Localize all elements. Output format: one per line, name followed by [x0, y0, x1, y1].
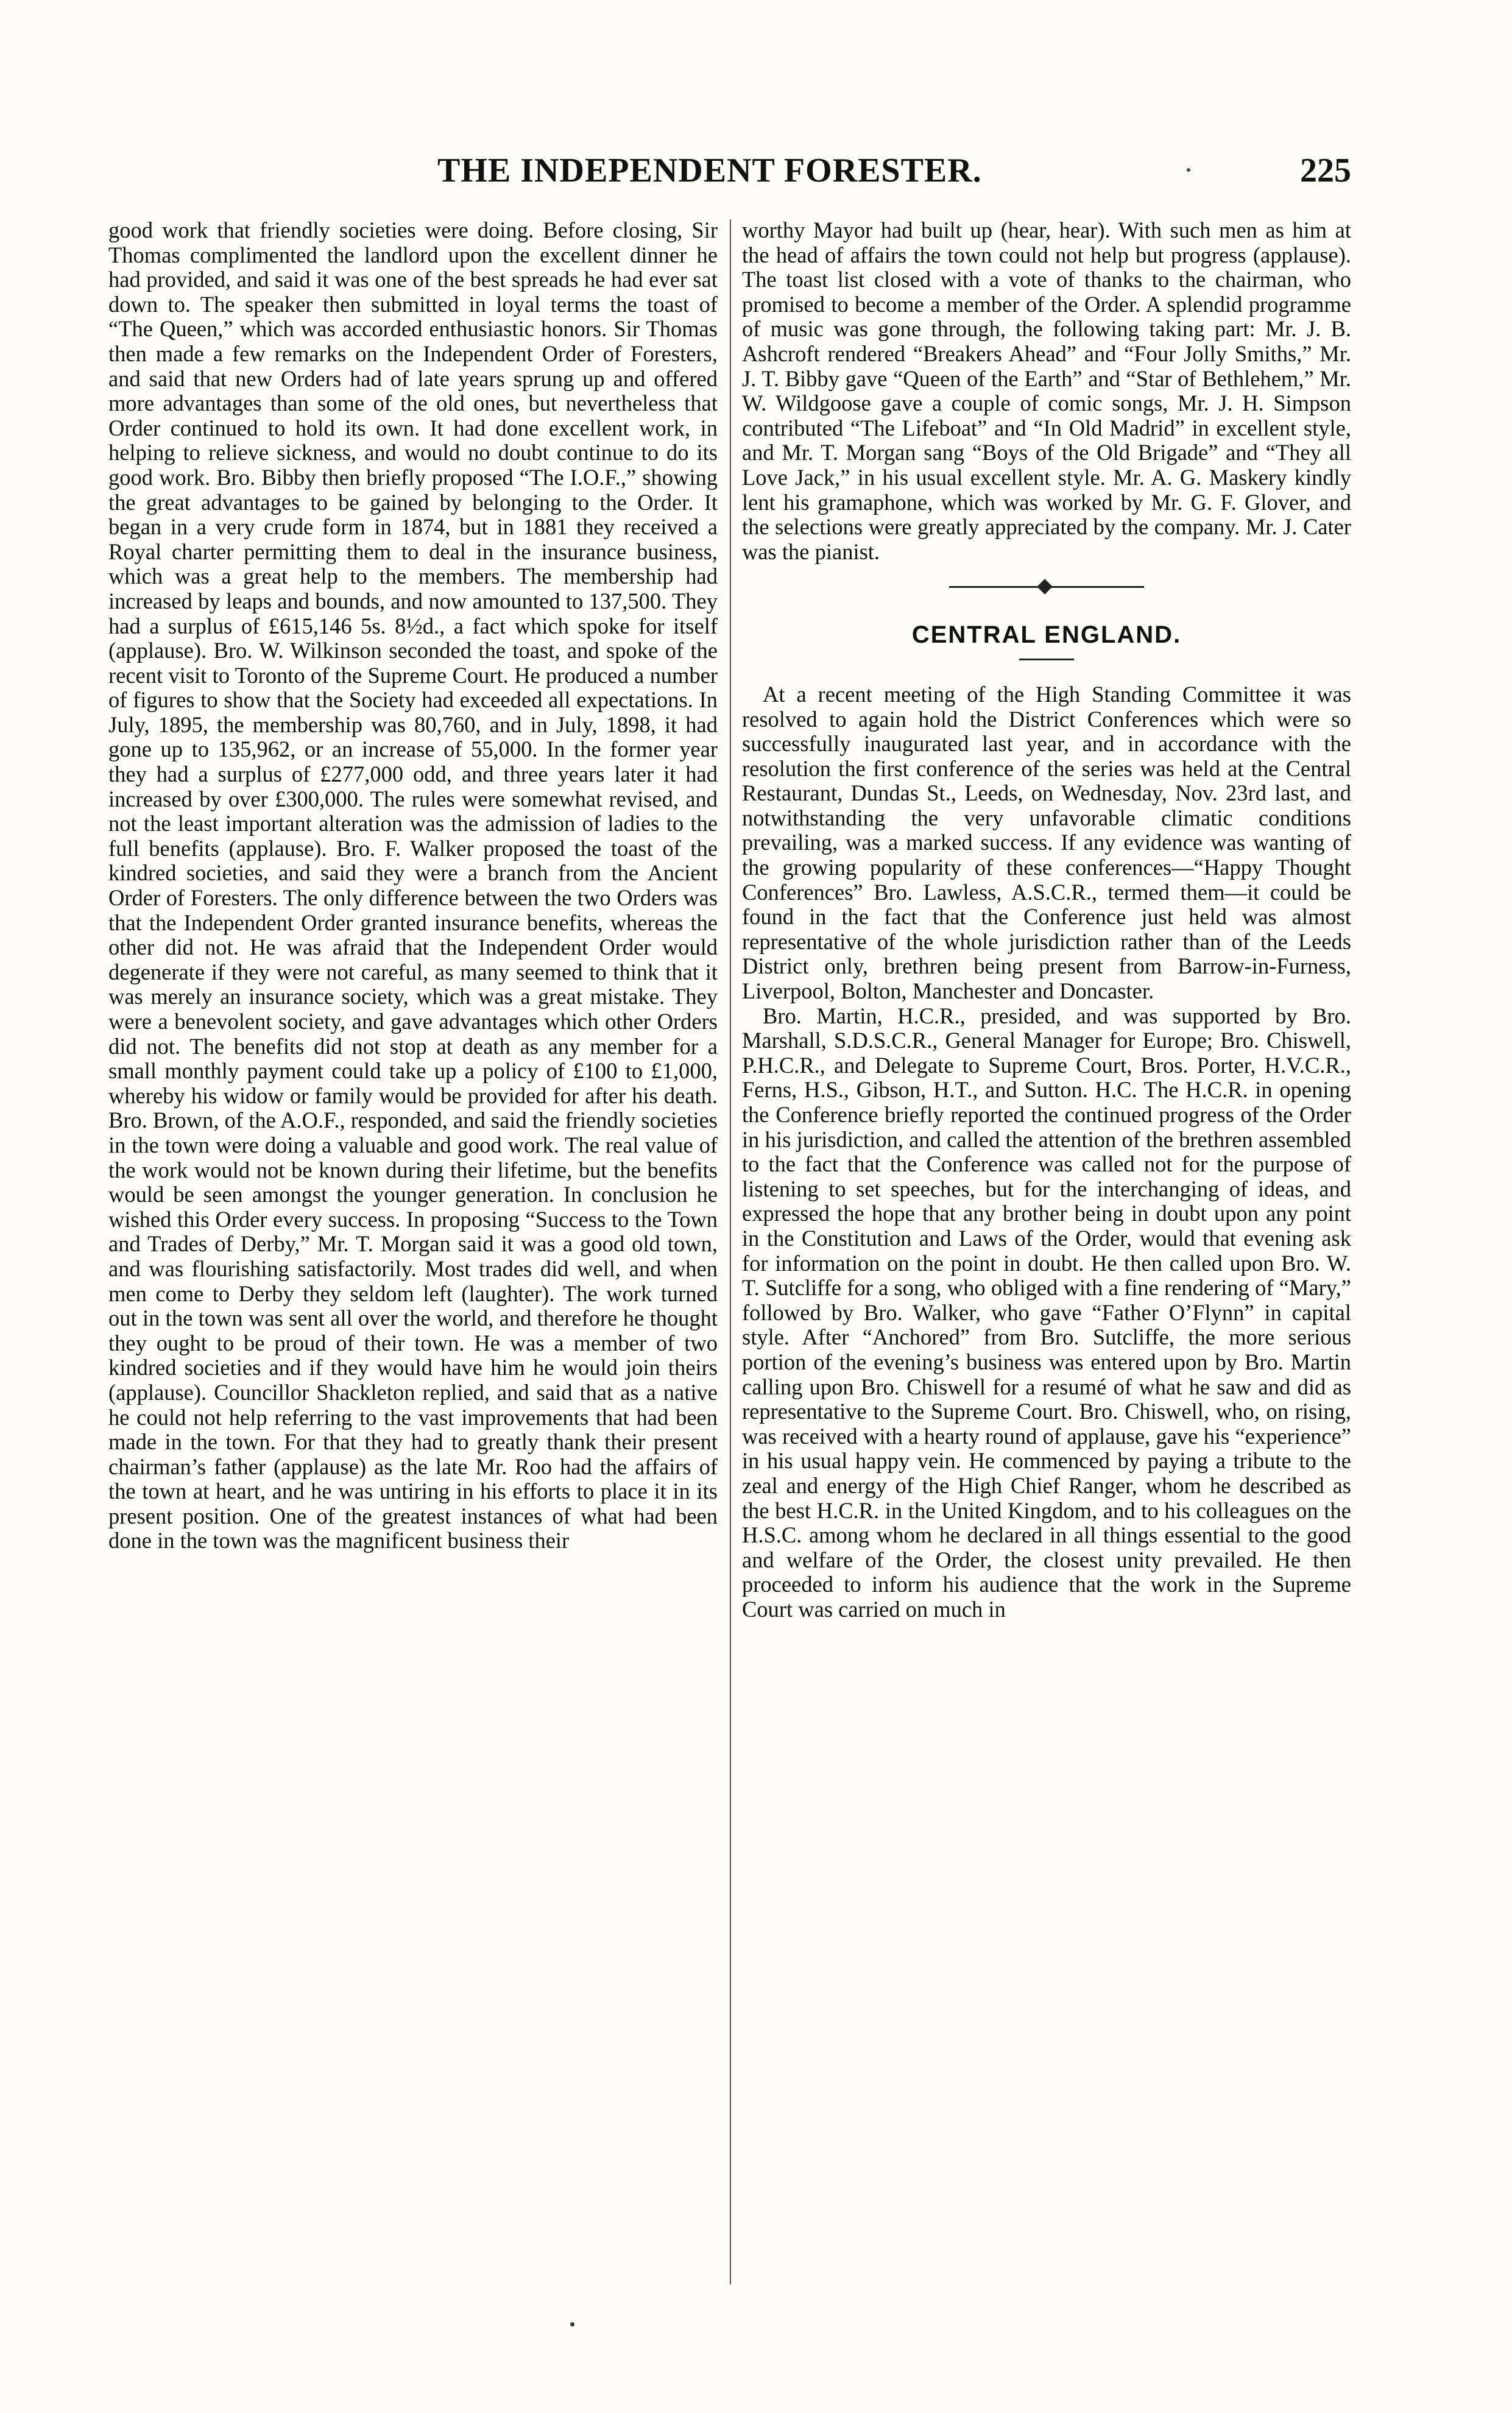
section-heading-rule [1019, 659, 1074, 660]
running-header [108, 151, 1351, 206]
page-number: 225 [1300, 152, 1351, 189]
left-column [108, 218, 718, 1553]
left-column-paragraph-1: good work that friendly societies were doing. Before closing, Sir Thomas complimented the landlord upon the excellent dinner he had provided, and said it was one of the best spreads he had ever sat down to. The speaker then submitted in loyal terms the toast of “The Queen,” which was accorded enthusiastic honors. Sir Thomas then made a few remarks on the Independent Order of Foresters, and said that new Orders had of late years sprung up and offered more advantages than some of the old ones, but nevertheless that Order continued to hold its own. It had done excellent work, in helping to relieve sickness, and would no doubt continue to do its good work. Bro. Bibby then briefly proposed “The I.O.F.,” showing the great advantages to be gained by belonging to the Order. It began in a very crude form in 1874, but in 1881 they received a Royal charter permitting them to deal in the insurance business, which was a great help to the members. The membership had increased by leaps and bounds, and now amounted to 137,500. They had a surplus of £615,146 5s. 8½d., a fact which spoke for itself (applause). Bro. W. Wilkinson seconded the toast, and spoke of the recent visit to Toronto of the Supreme Court. He produced a number of figures to show that the Society had exceeded all expectations. In July, 1895, the membership was 80,760, and in July, 1898, it had gone up to 135,962, or an increase of 55,000. In the former year they had a surplus of £277,000 odd, and three years later it had increased by over £300,000. The rules were somewhat revised, and not the least important alteration was the admission of ladies to the full benefits (applause). Bro. F. Walker proposed the toast of the kindred societies, and said they were a branch from the Ancient Order of Foresters. The only difference between the two Orders was that the Independent Order granted insurance benefits, whereas the other did not. He was afraid that the Independent Order would degenerate if they were not careful, as many seemed to think that it was merely an insurance society, which was a great mistake. They were a benevolent society, and gave advantages which other Orders did not. The benefits did not stop at death as any member for a small monthly payment could take up a policy of £100 to £1,000, whereby his widow or family would be provided for after his death. Bro. Brown, of the A.O.F., responded, and said the friendly societies in the town were doing a valuable and good work. The real value of the work would not be known during their lifetime, but the benefits would be seen amongst the younger generation. In conclusion he wished this Order every success. In proposing “Success to the Town and Trades of Derby,” Mr. T. Morgan said it was a good old town, and was flourishing satisfactorily. Most trades did well, and when men come to Derby they seldom left (laughter). The work turned out in the town was sent all over the world, and therefore he thought they ought to be proud of their town. He was a member of two kindred societies and if they would have him he would join theirs (applause). Councillor Shackleton replied, and said that as a native he could not help referring to the vast improvements that had been made in the town. For that they had to greatly thank their present chairman’s father (applause) as the late Mr. Roo had the affairs of the town at heart, and he was untiring in his efforts to place it in its present position. One of the greatest instances of what had been done in the town was the magnificent business their [108, 217, 718, 1553]
footer-dot-mark [570, 2322, 574, 2326]
right-column-intro-paragraph: worthy Mayor had built up (hear, hear). With such men as him at the head of affairs the town could not help but progress (applause). The toast list closed with a vote of thanks to the chairman, who promised to become a member of the Order. A splendid programme of music was gone through, the following taking part: Mr. J. B. Ashcroft rendered “Breakers Ahead” and “Four Jolly Smiths,” Mr. J. T. Bibby gave “Queen of the Earth” and “Star of Bethlehem,” Mr. W. Wildgoose gave a couple of comic songs, Mr. J. H. Simpson contributed “The Lifeboat” and “In Old Madrid” in excellent style, and Mr. T. Morgan sang “Boys of the Old Brigade” and “They all Love Jack,” in his usual excellent style. Mr. A. G. Maskery kindly lent his gramaphone, which was worked by Mr. G. F. Glover, and the selections were greatly appreciated by the company. Mr. J. Cater was the pianist. [742, 217, 1351, 564]
ornament-diamond-icon [1037, 579, 1052, 595]
column-divider [730, 219, 731, 2284]
section-heading-central-england: CENTRAL ENGLAND. [911, 621, 1182, 649]
running-title: THE INDEPENDENT FORESTER. [437, 152, 982, 189]
right-column-paragraph-2: Bro. Martin, H.C.R., presided, and was supported by Bro. Marshall, S.D.S.C.R., General Manager for Europe; Bro. Chiswell, P.H.C.R., and Delegate to Supreme Court, Bros. Porter, H.V.C.R., Ferns, H.S., Gibson, H.T., and Sutton. H.C. The H.C.R. in opening the Conference briefly reported the continued progress of the Order in his jurisdiction, and called the attention of the brethren assembled to the fact that the Conference was called not for the purpose of listening to set speeches, but for the interchanging of ideas, and expressed the hope that any brother being in doubt upon any point in the Constitution and Laws of the Order, would that evening ask for information on the point in doubt. He then called upon Bro. W. T. Sutcliffe for a song, who obliged with a fine rendering of “Mary,” followed by Bro. Walker, who gave “Father O’Flynn” in capital style. After “Anchored” from Bro. Sutcliffe, the more serious portion of the evening’s business was entered upon by Bro. Martin calling upon Bro. Chiswell for a resumé of what he saw and did as representative to the Supreme Court. Bro. Chiswell, who, on rising, was received with a hearty round of applause, gave his “experience” in his usual happy vein. He commenced by paying a tribute to the zeal and energy of the High Chief Ranger, whom he described as the best H.C.R. in the United Kingdom, and to his colleagues on the H.S.C. among whom he declared in all things essential to the good and welfare of the Order, the closest unity prevailed. He then proceeded to inform his audience that the work in the Supreme Court was carried on much in [742, 1003, 1351, 1622]
header-dot-mark [1187, 168, 1190, 172]
right-column [742, 218, 1351, 1622]
right-column-paragraph-1: At a recent meeting of the High Standing Committee it was resolved to again hold the District Conferences which were so successfully inaugurated last year, and in accordance with the resolution the first conference of the series was held at the Central Restaurant, Dundas St., Leeds, on Wednesday, Nov. 23rd last, and notwithstanding the very unfavorable climatic conditions prevailing, was a marked success. If any evidence was wanting of the growing popularity of these conferences—“Happy Thought Conferences” Bro. Lawless, A.S.C.R., termed them—it could be found in the fact that the Conference just held was almost representative of the whole jurisdiction rather than of the Leeds District only, brethren being present from Barrow-in-Furness, Liverpool, Bolton, Manchester and Doncaster. [742, 681, 1351, 1004]
section-ornament-rule [742, 568, 1351, 604]
